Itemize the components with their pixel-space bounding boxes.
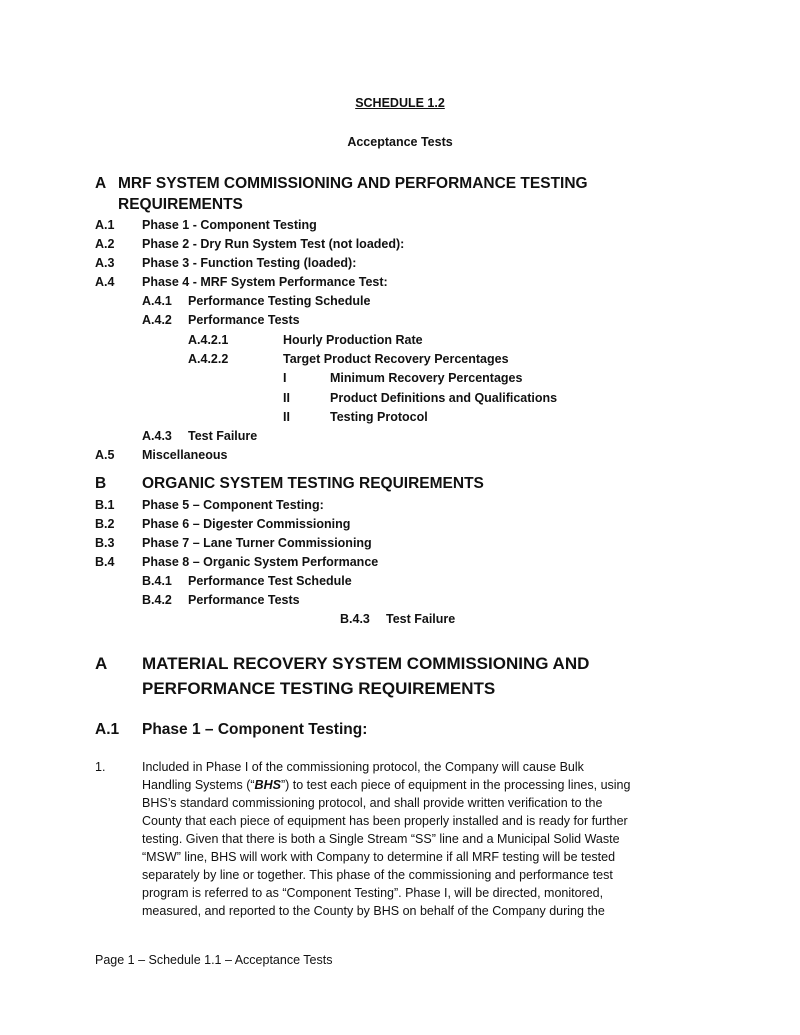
toc-subitem-label: Performance Tests: [188, 313, 300, 327]
paragraph-line: Included in Phase I of the commissioning protocol, the Company will cause Bulk: [142, 760, 584, 774]
toc-section-b-title: ORGANIC SYSTEM TESTING REQUIREMENTS: [142, 475, 484, 492]
paragraph-line: measured, and reported to the County by BHS on behalf of the Company during the: [142, 904, 605, 918]
body-section-a-letter: A: [95, 654, 108, 673]
toc-subitem-num: A.4.1: [142, 294, 172, 308]
body-section-a-title-line1: MATERIAL RECOVERY SYSTEM COMMISSIONING AND: [142, 654, 590, 673]
paragraph-line-segment: Handling Systems (“: [142, 778, 255, 792]
toc-item-num: A.1: [95, 218, 115, 232]
toc-section-a-letter: A: [95, 175, 107, 192]
paragraph-line: “MSW” line, BHS will work with Company to determine if all MRF testing will be tested: [142, 850, 616, 864]
toc-subitem-num: A.4.2: [142, 313, 172, 327]
toc-item-num: A.2: [95, 237, 115, 251]
toc-subitem-num: A.4.3: [142, 429, 172, 443]
bhs-emphasis: BHS: [254, 778, 281, 792]
toc-subitem-num: B.4.1: [142, 574, 172, 588]
toc-item-label: Phase 2 - Dry Run System Test (not loaded):: [142, 237, 405, 251]
paragraph-line: testing. Given that there is both a Single Stream “SS” line and a Municipal Solid Waste: [142, 832, 620, 846]
toc-subitem-label: Performance Testing Schedule: [188, 294, 371, 308]
paragraph-line-segment: ”) to test each piece of equipment in the processing lines, using: [280, 778, 631, 792]
toc-item-num: A.4: [95, 275, 115, 289]
toc-item-num: B.2: [95, 517, 115, 531]
toc-item-num: A.3: [95, 256, 115, 270]
toc-roman-label: Product Definitions and Qualifications: [330, 391, 558, 405]
toc-subsubitem-num: A.4.2.1: [188, 333, 229, 347]
toc-item-label: Phase 8 – Organic System Performance: [142, 555, 379, 569]
toc-item-num: B.1: [95, 498, 115, 512]
toc-subitem-num: B.4.2: [142, 593, 172, 607]
paragraph-1: [142, 758, 712, 920]
toc-item-label: Phase 6 – Digester Commissioning: [142, 517, 351, 531]
document-subtitle: Acceptance Tests: [347, 135, 453, 149]
toc-subsubitem-label: Hourly Production Rate: [283, 333, 423, 347]
paragraph-line: [142, 776, 712, 794]
body-section-a-title-line2: PERFORMANCE TESTING REQUIREMENTS: [142, 679, 496, 698]
toc-subitem-label: Test Failure: [188, 429, 258, 443]
toc-section-b-letter: B: [95, 475, 107, 492]
toc-subsubitem-label: Target Product Recovery Percentages: [283, 352, 509, 366]
toc-section-a-title-line1: MRF SYSTEM COMMISSIONING AND PERFORMANCE TESTING: [118, 175, 588, 192]
page-footer: Page 1 – Schedule 1.1 – Acceptance Tests: [95, 953, 333, 967]
toc-item-num: B.3: [95, 536, 115, 550]
toc-item-label: Phase 5 – Component Testing:: [142, 498, 324, 512]
toc-item-num: B.4: [95, 555, 115, 569]
paragraph-number: 1.: [95, 760, 106, 774]
toc-item-num: A.5: [95, 448, 115, 462]
toc-subsubitem-num: A.4.2.2: [188, 352, 229, 366]
toc-subitem-label: Performance Test Schedule: [188, 574, 352, 588]
paragraph-line: County that each piece of equipment has been properly installed and is ready for further: [142, 814, 628, 828]
toc-roman-num: I: [283, 371, 287, 385]
paragraph-line: separately by line or together. This phase of the commissioning and performance test: [142, 868, 613, 882]
toc-item-label: Phase 1 - Component Testing: [142, 218, 317, 232]
paragraph-line: program is referred to as “Component Testing”. Phase I, will be directed, monitored,: [142, 886, 604, 900]
toc-roman-label: Minimum Recovery Percentages: [330, 371, 523, 385]
body-a1-num: A.1: [95, 721, 120, 738]
toc-roman-num: II: [283, 391, 290, 405]
toc-item-label: Phase 3 - Function Testing (loaded):: [142, 256, 357, 270]
schedule-title: SCHEDULE 1.2: [355, 96, 445, 110]
toc-subitem-label: Test Failure: [386, 612, 456, 626]
toc-section-a-title-line2: REQUIREMENTS: [118, 196, 243, 213]
toc-item-label: Miscellaneous: [142, 448, 228, 462]
toc-subitem-num: B.4.3: [340, 612, 370, 626]
toc-roman-num: II: [283, 410, 290, 424]
toc-item-label: Phase 4 - MRF System Performance Test:: [142, 275, 388, 289]
body-a1-title: Phase 1 – Component Testing:: [142, 721, 368, 738]
toc-item-label: Phase 7 – Lane Turner Commissioning: [142, 536, 372, 550]
toc-subitem-label: Performance Tests: [188, 593, 300, 607]
paragraph-line: BHS’s standard commissioning protocol, and shall provide written verification to the: [142, 796, 603, 810]
toc-roman-label: Testing Protocol: [330, 410, 428, 424]
